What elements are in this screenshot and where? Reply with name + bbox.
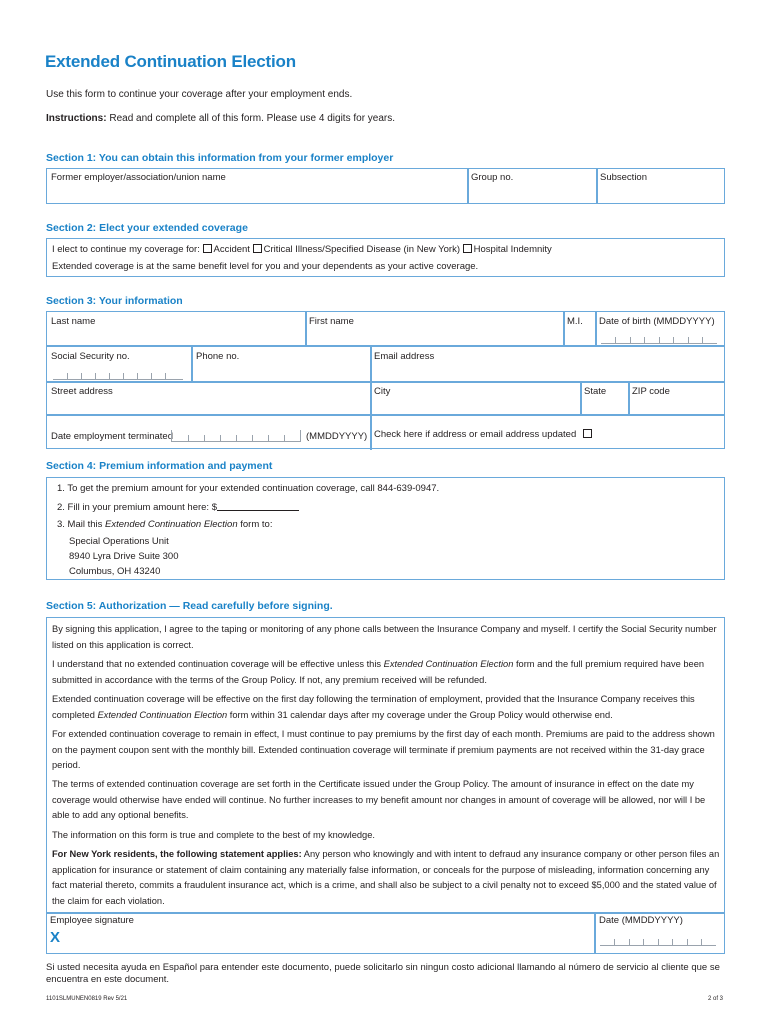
accident-checkbox[interactable]: [203, 244, 212, 253]
email-field[interactable]: Email address: [374, 351, 435, 362]
section2-heading: Section 2: Elect your extended coverage: [46, 222, 248, 234]
signature-x-mark: X: [50, 929, 61, 946]
instructions: [46, 113, 395, 124]
section3-heading: Section 3: Your information: [46, 295, 183, 307]
employee-signature-field[interactable]: Employee signature: [50, 915, 134, 926]
address-updated-checkbox[interactable]: [583, 429, 592, 438]
instructions-label: Instructions:: [46, 113, 107, 124]
authorization-para-7: [52, 847, 720, 909]
para3-post: form within 31 calendar days after my coverage under the Group Policy would otherwise end.: [227, 709, 613, 720]
authorization-para-3: [52, 692, 720, 723]
premium-amount-input[interactable]: [217, 501, 299, 511]
intro-text: Use this form to continue your coverage after your employment ends.: [46, 89, 353, 100]
instructions-text: Read and complete all of this form. Please use 4 digits for years.: [109, 113, 396, 124]
middle-initial-field[interactable]: M.I.: [567, 316, 583, 327]
phone-field[interactable]: Phone no.: [196, 351, 240, 362]
authorization-para-2: [52, 657, 720, 688]
step3-post: form to:: [237, 519, 273, 530]
date-terminated-input[interactable]: [171, 430, 301, 442]
ny-statement-text: Any person who knowingly and with intent to defraud any insurance company or other person files an application for insurance or statement of claim containing any materially false information, or conceals for the purpose of misleading, information concerning any fact material thereto, commits a fraudulent insurance act, which is a crime, and shall also be subject to a civil penalty not to exceed $5,000 and the stated value of the claim for each violation.: [52, 849, 720, 906]
mail-address-line2: 8940 Lyra Drive Suite 300: [69, 551, 179, 562]
street-address-field[interactable]: Street address: [51, 386, 113, 397]
hospital-indemnity-option[interactable]: [463, 244, 552, 255]
critical-illness-checkbox[interactable]: [253, 244, 262, 253]
hospital-indemnity-label: Hospital Indemnity: [473, 244, 552, 255]
city-field[interactable]: City: [374, 386, 391, 397]
date-of-birth-field[interactable]: Date of birth (MMDDYYYY): [599, 316, 715, 327]
first-name-field[interactable]: First name: [309, 316, 354, 327]
para2-pre: I understand that no extended continuation coverage will be effective unless this: [52, 659, 384, 669]
section1-heading: Section 1: You can obtain this information from your former employer: [46, 152, 394, 164]
authorization-para-1: By signing this application, I agree to the taping or monitoring of any phone calls between the Insurance Company and myself. I certify the Social Security number listed on this application is correct.: [52, 624, 717, 650]
premium-step-1: 1. To get the premium amount for your extended continuation coverage, call 844-639-0947.: [57, 483, 440, 494]
section5-heading: Section 5: Authorization — Read carefully before signing.: [46, 600, 333, 612]
authorization-para-5: The terms of extended continuation coverage are set forth in the Certificate issued under the Group Policy. The amount of insurance in effect on the date my coverage would otherwise have ended will continue. No further increases to my benefit amount nor changes in amount of coverage will be allowed, nor will I be able to add any optional benefits.: [52, 779, 706, 820]
zip-code-field[interactable]: ZIP code: [632, 386, 670, 397]
date-format-hint: (MMDDYYYY): [306, 431, 368, 442]
signature-divider: [46, 912, 725, 914]
dob-digit-ticks: [601, 336, 717, 344]
premium-step-2-text: 2. Fill in your premium amount here: $: [57, 502, 217, 513]
coverage-note: Extended coverage is at the same benefit level for you and your dependents as your active coverage.: [52, 261, 479, 272]
form-id: 1101SLMUNEN0819 Rev 5/21: [46, 996, 128, 1002]
critical-illness-label: Critical Illness/Specified Disease (in New York): [263, 244, 460, 255]
address-updated-option[interactable]: [374, 429, 594, 440]
authorization-para-6: The information on this form is true and complete to the best of my knowledge.: [52, 830, 375, 840]
premium-step-3: [57, 519, 272, 530]
signature-date-field[interactable]: Date (MMDDYYYY): [599, 915, 683, 926]
para3-form-name: Extended Continuation Election: [97, 709, 228, 720]
mail-address-line3: Columbus, OH 43240: [69, 566, 161, 577]
elect-coverage-line: [52, 244, 552, 255]
premium-step-2: [57, 501, 299, 513]
page-number: 2 of 3: [708, 996, 724, 1002]
section4-box: [46, 477, 725, 580]
accident-option[interactable]: [203, 244, 250, 255]
elect-text: I elect to continue my coverage for:: [52, 244, 200, 255]
mail-address-line1: Special Operations Unit: [69, 536, 169, 547]
hospital-indemnity-checkbox[interactable]: [463, 244, 472, 253]
step3-form-name: Extended Continuation Election: [105, 519, 238, 530]
subsection-field[interactable]: Subsection: [600, 172, 648, 183]
step3-pre: 3. Mail this: [57, 519, 106, 530]
last-name-field[interactable]: Last name: [51, 316, 96, 327]
state-field[interactable]: State: [584, 386, 607, 397]
employer-name-field[interactable]: Former employer/association/union name: [51, 172, 226, 183]
ny-statement-label: For New York residents, the following statement applies:: [52, 849, 302, 859]
section3-box: [46, 311, 725, 449]
signature-date-ticks: [600, 938, 716, 946]
ssn-field[interactable]: Social Security no.: [51, 351, 130, 362]
para2-post: form and the full premium required have been submitted in accordance with the terms of the Group Policy. If not, any premium received will be refunded.: [52, 659, 705, 685]
group-number-field[interactable]: Group no.: [471, 172, 514, 183]
section1-box: [46, 168, 725, 204]
ssn-digit-ticks: [53, 372, 183, 380]
critical-illness-option[interactable]: [253, 244, 460, 255]
section2-box: [46, 238, 725, 277]
authorization-para-4: For extended continuation coverage to remain in effect, I must continue to pay premiums by the first day of each month. Premiums are paid to the address shown on the payment coupon sent with the monthly bill. Extended continuation coverage will terminate if premium payments are not received within the 31-day grace period.: [52, 729, 715, 770]
form-title: Extended Continuation Election: [45, 52, 296, 71]
signature-column-divider: [594, 912, 596, 954]
address-updated-label: Check here if address or email address updated: [374, 429, 577, 440]
accident-label: Accident: [213, 244, 250, 255]
para2-form-name: Extended Continuation Election: [383, 659, 514, 669]
para3-pre: Extended continuation coverage will be effective on the first day following the termination of employment, provided that the Insurance Company receives this completed: [52, 694, 695, 720]
date-terminated-label: Date employment terminated: [51, 431, 173, 442]
section4-heading: Section 4: Premium information and payment: [46, 460, 273, 472]
spanish-assistance-note: Si usted necesita ayuda en Español para entender este documento, puede solicitarlo sin ningun costo adicional llamando al número de servicio al cliente que se encuentra en este document.: [46, 962, 720, 985]
